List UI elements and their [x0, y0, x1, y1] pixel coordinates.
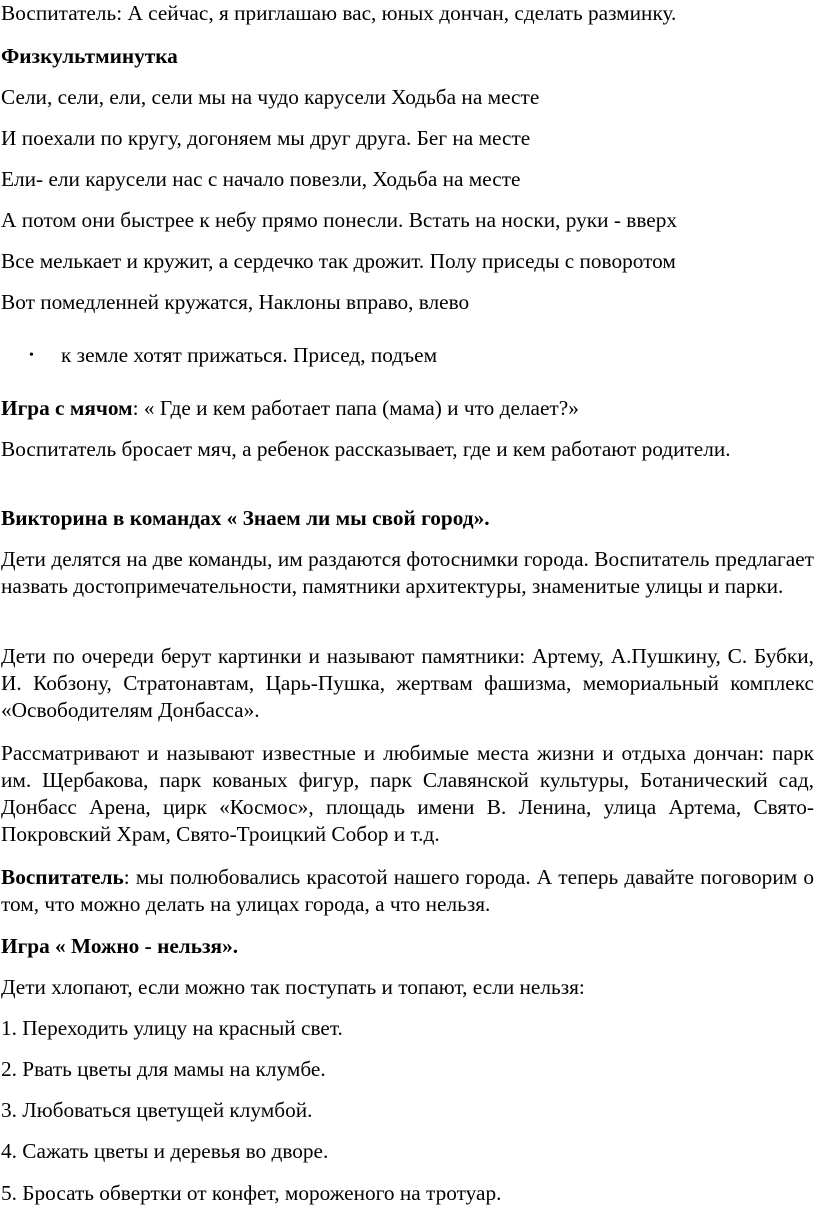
bullet-icon: •: [29, 348, 34, 363]
quiz-heading: Викторина в командах « Знаем ли мы свой город».: [1, 506, 490, 530]
ball-game-text: : « Где и кем работает папа (мама) и что делает?»: [132, 396, 579, 420]
intro-paragraph: Воспитатель: А сейчас, я приглашаю вас, юных дончан, сделать разминку.: [1, 1, 677, 25]
quiz-paragraph-1: Дети делятся на две команды, им раздаются фотоснимки города. Воспитатель предлагает назвать достопримечательности, памятники архитектуры, знаменитые улицы и парки.: [1, 547, 814, 598]
quiz-paragraph-2: Дети по очереди берут картинки и называют памятники: Артему, А.Пушкину, С. Бубки, И. Кобзону, Стратонавтам, Царь-Пушка, жертвам фашизма, мемориальный комплекс «Освободителям Донбасса».: [1, 644, 814, 722]
teacher-label: Воспитатель: [1, 865, 124, 889]
game2-heading: Игра « Можно - нельзя».: [1, 934, 239, 958]
game2-item-5: 5. Бросать обвертки от конфет, мороженого на тротуар.: [1, 1181, 502, 1205]
game2-item-4: 4. Сажать цветы и деревья во дворе.: [1, 1139, 329, 1163]
poem-line-1: Сели, сели, ели, сели мы на чудо карусели Ходьба на месте: [1, 85, 540, 109]
ball-game-paragraph: [1, 395, 814, 422]
section-heading-physical: Физкультминутка: [1, 44, 178, 68]
poem-line-3: Ели- ели карусели нас с начало повезли, Ходьба на месте: [1, 167, 521, 191]
bullet-item: к земле хотят прижаться. Присед, подъем: [61, 343, 438, 367]
ball-game-title: Игра с мячом: [1, 396, 133, 420]
poem-line-4: А потом они быстрее к небу прямо понесли. Встать на носки, руки - вверх: [1, 208, 678, 232]
game2-item-3: 3. Любоваться цветущей клумбой.: [1, 1098, 313, 1122]
teacher-paragraph: [1, 864, 814, 918]
poem-line-5: Все мелькает и кружит, а сердечко так дрожит. Полу приседы с поворотом: [1, 249, 676, 273]
quiz-paragraph-3: Рассматривают и называют известные и любимые места жизни и отдыха дончан: парк им. Щербакова, парк кованых фигур, парк Славянской культуры, Ботанический сад, Донбасс Арена, цирк «Космос», площадь имени В. Ленина, улица Артема, Свято-Покровский Храм, Свято-Троицкий Собор и т.д.: [1, 741, 814, 846]
teacher-text: : мы полюбовались красотой нашего города. А теперь давайте поговорим о том, что можно делать на улицах города, а что нельзя.: [1, 865, 814, 916]
poem-line-6: Вот помедленней кружатся, Наклоны вправо, влево: [1, 290, 470, 314]
game2-item-1: 1. Переходить улицу на красный свет.: [1, 1016, 343, 1040]
ball-game-description: Воспитатель бросает мяч, а ребенок рассказывает, где и кем работают родители.: [1, 437, 731, 461]
game2-item-2: 2. Рвать цветы для мамы на клумбе.: [1, 1057, 326, 1081]
game2-intro: Дети хлопают, если можно так поступать и топают, если нельзя:: [1, 975, 585, 999]
poem-line-2: И поехали по кругу, догоняем мы друг друга. Бег на месте: [1, 126, 531, 150]
